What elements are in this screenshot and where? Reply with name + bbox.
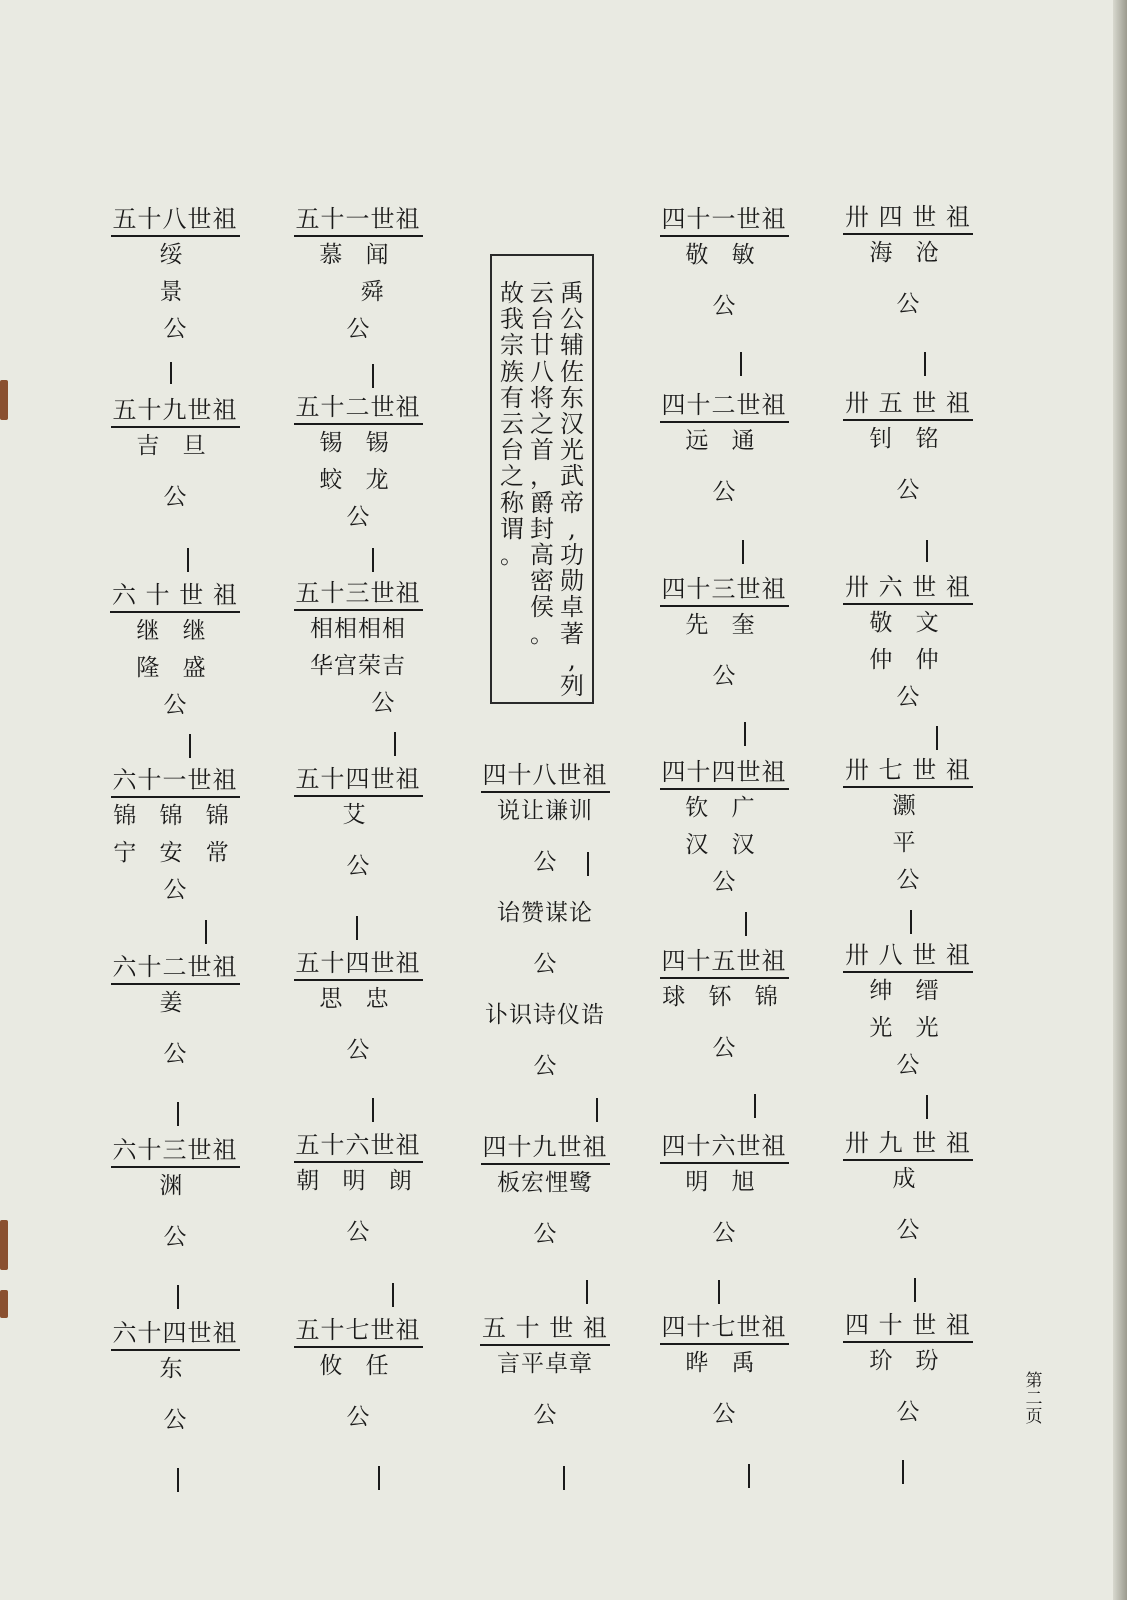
honorific-gong: 公 [712, 869, 736, 895]
paper-stain [0, 1290, 8, 1318]
generation-title: 四十五世祖 [660, 946, 789, 979]
generation-title: 五十六世祖 [294, 1130, 423, 1163]
generation-title: 卅 七 世 祖 [843, 755, 973, 788]
generation-title: 五十四世祖 [294, 764, 423, 797]
honorific-gong: 公 [896, 1217, 920, 1243]
honorific-gong: 公 [712, 1035, 736, 1061]
note-column: 故 我 宗 族 有 云 台 之 称 谓 。 [500, 279, 524, 570]
ancestor-names: 板宏悝鹭 [497, 1170, 593, 1196]
ancestor-names: 光 光 [869, 1015, 947, 1041]
lineage-connector [177, 1468, 179, 1492]
honorific-gong: 公 [533, 1053, 557, 1079]
generation-title: 五十二世祖 [294, 392, 423, 425]
generation-title: 四十七世祖 [660, 1312, 789, 1345]
generation-block [268, 1130, 448, 1251]
ancestor-names: 锦 锦 锦 [113, 803, 237, 829]
ancestor-names: 汉 汉 [685, 832, 763, 858]
ancestor-names: 晔 禹 [685, 1350, 763, 1376]
generation-title: 五十一世祖 [294, 204, 423, 237]
generation-title: 四十九世祖 [481, 1132, 610, 1165]
honorific-gong: 公 [712, 1401, 736, 1427]
lineage-connector [936, 726, 938, 750]
generation-title: 四十四世祖 [660, 757, 789, 790]
lineage-connector [910, 910, 912, 934]
ancestor-names: 说让谦训 [497, 798, 593, 824]
lineage-connector [372, 548, 374, 572]
page-number: 第 二 页 [1025, 1371, 1043, 1427]
generation-title: 卅 九 世 祖 [843, 1128, 973, 1161]
ancestor-names: 渊 [159, 1173, 191, 1199]
generation-block [634, 204, 814, 325]
ancestor-names: 平 [892, 830, 924, 856]
generation-title: 六 十 世 祖 [110, 580, 240, 613]
ancestor-names: 朝 明 朗 [296, 1168, 420, 1194]
honorific-gong: 公 [533, 1402, 557, 1428]
lineage-connector [205, 920, 207, 944]
honorific-gong: 公 [533, 951, 557, 977]
lineage-connector [718, 1280, 720, 1304]
honorific-gong: 公 [896, 477, 920, 503]
honorific-gong: 公 [346, 316, 370, 342]
honorific-gong: 公 [896, 867, 920, 893]
generation-block [634, 574, 814, 695]
generation-title: 卅 四 世 祖 [843, 202, 973, 235]
ancestor-names: 慕 闻 [319, 242, 397, 268]
ancestor-names: 隆 盛 [136, 655, 214, 681]
lineage-connector [742, 540, 744, 564]
ancestor-names: 钊 铭 [869, 426, 947, 452]
note-column: 禹 公 辅 佐 东 汉 光 武 帝 , 功 勋 卓 著 , 列 [560, 279, 584, 701]
honorific-gong: 公 [346, 1404, 370, 1430]
lineage-connector [177, 1102, 179, 1126]
generation-block [455, 1132, 635, 1253]
ancestor-names: 先 奎 [685, 612, 763, 638]
generation-block [634, 757, 814, 901]
honorific-gong: 公 [533, 1221, 557, 1247]
generation-title: 五 十 世 祖 [480, 1313, 610, 1346]
paper-stain [0, 380, 8, 420]
lineage-connector [740, 352, 742, 376]
generation-block [85, 1135, 265, 1256]
ancestor-names: 诒赞谋论 [497, 900, 593, 926]
lineage-connector [378, 1466, 380, 1490]
ancestor-names: 吉 旦 [136, 433, 214, 459]
ancestor-names: 明 旭 [685, 1169, 763, 1195]
lineage-connector [392, 1283, 394, 1307]
note-column: 云 台 廿 八 将 之 首 ， 爵 封 高 密 侯 。 [530, 279, 554, 648]
honorific-gong: 公 [163, 316, 187, 342]
ancestor-names: 继 继 [136, 618, 214, 644]
lineage-connector [745, 912, 747, 936]
generation-title: 五十七世祖 [294, 1315, 423, 1348]
generation-block [455, 1313, 635, 1434]
generation-title: 六十一世祖 [111, 765, 240, 798]
lineage-connector [394, 732, 396, 756]
ancestor-names: 相相相相 [310, 616, 406, 642]
generation-title: 五十四世祖 [294, 948, 423, 981]
lineage-connector [356, 916, 358, 940]
honorific-gong: 公 [346, 1219, 370, 1245]
honorific-gong: 公 [346, 1037, 370, 1063]
honorific-gong: 公 [712, 479, 736, 505]
generation-block [85, 1318, 265, 1439]
lineage-connector [189, 734, 191, 758]
lineage-connector [596, 1098, 598, 1122]
generation-block [818, 388, 998, 509]
generation-block [268, 392, 448, 536]
ancestor-names: 锡 锡 [319, 430, 397, 456]
ancestor-names: 仲 仲 [869, 647, 947, 673]
lineage-connector [926, 540, 928, 562]
ancestor-names: 言平卓章 [497, 1351, 593, 1377]
generation-title: 六十二世祖 [111, 952, 240, 985]
lineage-connector [914, 1278, 916, 1302]
generation-block [85, 952, 265, 1073]
ancestor-names: 钦 广 [685, 795, 763, 821]
generation-block [818, 202, 998, 323]
ancestor-names: 艾 [342, 802, 374, 828]
honorific-gong: 公 [533, 849, 557, 875]
honorific-gong: 公 [163, 692, 187, 718]
generation-title: 四 十 世 祖 [843, 1310, 973, 1343]
lineage-connector [744, 722, 746, 746]
generation-title: 四十二世祖 [660, 390, 789, 423]
generation-title: 六十三世祖 [111, 1135, 240, 1168]
ancestor-names: 远 通 [685, 428, 763, 454]
generation-block [268, 764, 448, 885]
page-edge-shadow [1113, 0, 1127, 1600]
generation-title: 卅 八 世 祖 [843, 940, 973, 973]
honorific-gong: 公 [896, 1399, 920, 1425]
generation-block [634, 1131, 814, 1252]
generation-block [268, 204, 448, 348]
ancestor-names: 思 忠 [319, 986, 397, 1012]
generation-block [455, 760, 635, 1085]
honorific-gong: 公 [896, 684, 920, 710]
ancestor-names: 成 [892, 1166, 924, 1192]
generation-block [818, 755, 998, 899]
lineage-connector [563, 1466, 565, 1490]
lineage-connector [902, 1460, 904, 1484]
ancestor-names: 攸 任 [319, 1353, 397, 1379]
honorific-gong: 公 [163, 1407, 187, 1433]
generation-block [268, 948, 448, 1069]
generation-block [85, 765, 265, 909]
generation-title: 五十九世祖 [111, 395, 240, 428]
generation-block [818, 572, 998, 716]
honorific-gong: 公 [163, 1041, 187, 1067]
ancestor-names: 海 沧 [869, 240, 947, 266]
generation-block [85, 580, 265, 724]
ancestor-names: 敬 敏 [685, 242, 763, 268]
ancestor-names: 舜 [360, 279, 392, 305]
lineage-connector [372, 1098, 374, 1122]
honorific-gong: 公 [371, 690, 395, 716]
generation-title: 五十八世祖 [111, 204, 240, 237]
generation-title: 四十三世祖 [660, 574, 789, 607]
generation-block [818, 1128, 998, 1249]
ancestor-names: 景 [159, 279, 191, 305]
ancestor-names: 华宫荣吉 [310, 653, 406, 679]
ancestor-names: 绥 [159, 242, 191, 268]
paper-stain [0, 1220, 8, 1270]
honorific-gong: 公 [346, 504, 370, 530]
honorific-gong: 公 [346, 853, 370, 879]
honorific-gong: 公 [712, 663, 736, 689]
lineage-connector [587, 852, 589, 876]
generation-block [85, 204, 265, 348]
generation-block [634, 390, 814, 511]
ancestor-names: 讣识诗仪诰 [485, 1002, 605, 1028]
generation-block [818, 1310, 998, 1431]
generation-block [85, 395, 265, 516]
honorific-gong: 公 [163, 484, 187, 510]
lineage-connector [926, 1095, 928, 1119]
generation-title: 四十一世祖 [660, 204, 789, 237]
generation-block [634, 946, 814, 1067]
ancestor-names: 玠 玢 [869, 1348, 947, 1374]
lineage-connector [177, 1285, 179, 1309]
lineage-connector [187, 548, 189, 572]
generation-block [268, 578, 448, 722]
lineage-connector [372, 364, 374, 388]
ancestor-names: 宁 安 常 [113, 840, 237, 866]
generation-title: 五十三世祖 [294, 578, 423, 611]
lineage-connector [748, 1464, 750, 1488]
honorific-gong: 公 [896, 1052, 920, 1078]
generation-block [634, 1312, 814, 1433]
lineage-connector [586, 1280, 588, 1304]
lineage-connector [170, 362, 172, 384]
generation-title: 卅 五 世 祖 [843, 388, 973, 421]
ancestor-names: 球 钚 锦 [662, 984, 786, 1010]
honorific-gong: 公 [896, 291, 920, 317]
ancestor-names: 敬 文 [869, 610, 947, 636]
ancestor-names: 东 [159, 1356, 191, 1382]
honorific-gong: 公 [712, 1220, 736, 1246]
generation-title: 四十六世祖 [660, 1131, 789, 1164]
historical-note-box [490, 254, 594, 704]
ancestor-names: 蛟 龙 [319, 467, 397, 493]
generation-block [268, 1315, 448, 1436]
ancestor-names: 姜 [159, 990, 191, 1016]
lineage-connector [754, 1094, 756, 1118]
generation-block [818, 940, 998, 1084]
generation-title: 六十四世祖 [111, 1318, 240, 1351]
ancestor-names: 灏 [892, 793, 924, 819]
generation-title: 四十八世祖 [481, 760, 610, 793]
honorific-gong: 公 [163, 1224, 187, 1250]
honorific-gong: 公 [163, 877, 187, 903]
lineage-connector [924, 352, 926, 376]
honorific-gong: 公 [712, 293, 736, 319]
generation-title: 卅 六 世 祖 [843, 572, 973, 605]
ancestor-names: 绅 缙 [869, 978, 947, 1004]
